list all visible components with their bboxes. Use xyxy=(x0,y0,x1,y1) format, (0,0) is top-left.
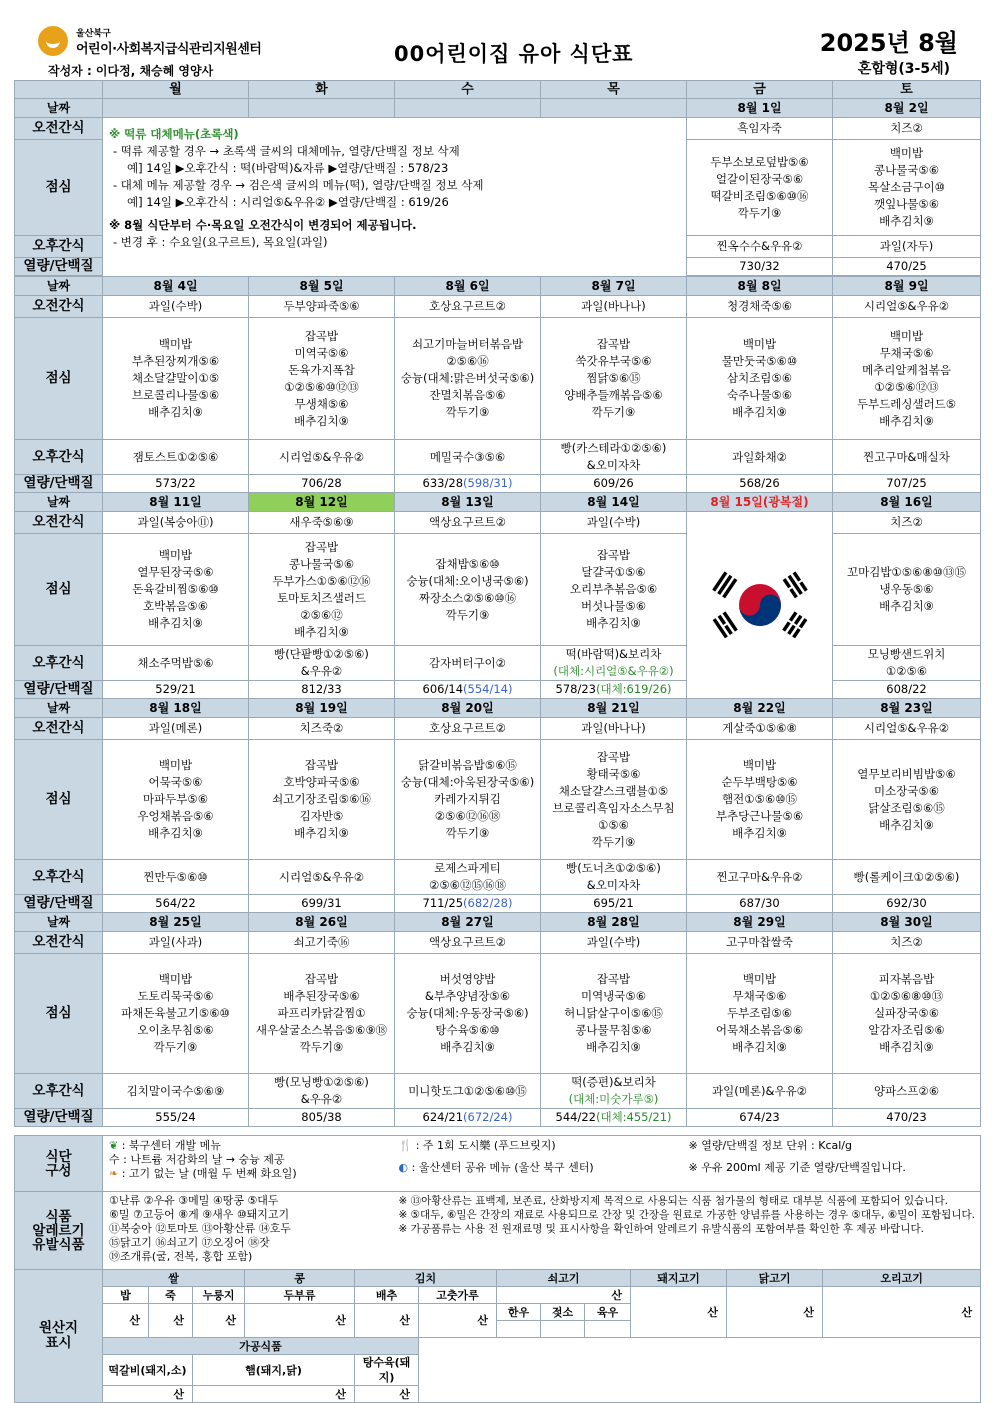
day-wed: 수 xyxy=(395,81,541,99)
date-cell: 8월 1일 xyxy=(687,99,833,118)
morning-snack: 과일(바나나) xyxy=(541,718,687,740)
lunch-menu: 백미밥 열무된장국⑤⑥ 돈육갈비찜⑤⑥⑩ 호박볶음⑤⑥ 배추김치⑨ xyxy=(103,534,249,646)
lunch-menu: 닭갈비볶음밥⑤⑥⑮ 숭늉(대체:아욱된장국⑤⑥) 카레가지튀김 ②⑤⑥⑫⑯⑱ 깍두기⑨ xyxy=(395,740,541,860)
row-label-date: 날짜 xyxy=(15,493,103,512)
lunch-menu: 백미밥 어묵국⑤⑥ 마파두부⑤⑥ 우엉채볶음⑤⑥ 배추김치⑨ xyxy=(103,740,249,860)
morning-snack: 새우죽⑤⑥⑨ xyxy=(249,512,395,534)
lunch-menu: 잡곡밥 콩나물국⑤⑥ 두부가스①⑤⑥⑫⑯ 토마토치즈샐러드 ②⑤⑥⑫ 배추김치⑨ xyxy=(249,534,395,646)
afternoon-snack: 시리얼⑤&우유② xyxy=(249,440,395,475)
morning-snack: 과일(수박) xyxy=(541,932,687,954)
energy-main: 624/21 xyxy=(422,1110,464,1124)
row-label-energy: 열량/단백질 xyxy=(15,681,103,699)
energy-value: 470/23 xyxy=(833,1109,981,1127)
row-label-afternoon: 오후간식 xyxy=(15,440,103,475)
date-cell: 8월 27일 xyxy=(395,913,541,932)
date-cell: 8월 16일 xyxy=(833,493,981,512)
energy-alt: (대체:455/21) xyxy=(595,1110,672,1124)
afternoon-snack: 찐고구마&우유② xyxy=(687,860,833,895)
morning-snack: 치즈② xyxy=(833,118,981,140)
energy-value: 805/38 xyxy=(249,1109,395,1127)
morning-snack: 액상요구르트② xyxy=(395,512,541,534)
date-cell: 8월 21일 xyxy=(541,699,687,718)
date-cell: 8월 22일 xyxy=(687,699,833,718)
row-label-morning: 오전간식 xyxy=(15,512,103,534)
snack-alt: (대체:시리얼⑤&우유②) xyxy=(553,664,674,678)
energy-value xyxy=(541,1109,687,1127)
date-cell: 8월 29일 xyxy=(687,913,833,932)
energy-value xyxy=(395,895,541,913)
energy-value: 674/23 xyxy=(687,1109,833,1127)
processed-item: 햄(돼지,닭) xyxy=(193,1355,355,1386)
energy-value: 470/25 xyxy=(833,258,981,276)
energy-alt: (682/28) xyxy=(463,896,513,910)
morning-snack: 고구마찹쌀죽 xyxy=(687,932,833,954)
processed-item: 떡갈비(돼지,소) xyxy=(103,1355,193,1386)
utensils-icon: 🍴 xyxy=(398,1139,413,1152)
morning-snack: 시리얼⑤&우유② xyxy=(833,718,981,740)
lunch-menu: 잡곡밥 미역냉국⑤⑥ 허니닭살구이⑤⑥⑮ 콩나물무침⑤⑥ 배추김치⑨ xyxy=(541,954,687,1074)
lunch-menu: 잡곡밥 달걀국①⑤⑥ 오리부추볶음⑤⑥ 버섯나물⑤⑥ 배추김치⑨ xyxy=(541,534,687,646)
legend-table xyxy=(14,1135,981,1270)
center-logo-icon xyxy=(38,26,68,56)
energy-main: 711/25 xyxy=(422,896,464,910)
row-label-afternoon: 오후간식 xyxy=(15,1074,103,1109)
legend-label: 식단 구성 xyxy=(15,1136,103,1192)
energy-value: 564/22 xyxy=(103,895,249,913)
legend-item: ※ 열량/단백질 정보 단위 : Kcal/g xyxy=(688,1139,852,1152)
morning-snack: 치즈죽② xyxy=(249,718,395,740)
lunch-menu: 열무보리비빔밥⑤⑥ 미소장국⑤⑥ 닭살조림⑤⑥⑮ 배추김치⑨ xyxy=(833,740,981,860)
notice-line: 예] 14일 ▶오후간식 : 떡(바람떡)&자류 ▶열량/단백질 : 578/23 xyxy=(127,161,449,175)
morning-snack: 쇠고기죽⑯ xyxy=(249,932,395,954)
morning-snack: 과일(메론) xyxy=(103,718,249,740)
morning-snack: 액상요구르트② xyxy=(395,932,541,954)
origin-label: 원산지 표시 xyxy=(15,1270,103,1403)
date-cell: 8월 30일 xyxy=(833,913,981,932)
row-label-lunch: 점심 xyxy=(15,740,103,860)
row-label-date: 날짜 xyxy=(15,277,103,296)
date-cell: 8월 8일 xyxy=(687,277,833,296)
energy-value: 608/22 xyxy=(833,681,981,699)
row-label-energy: 열량/단백질 xyxy=(15,1109,103,1127)
morning-snack: 과일(바나나) xyxy=(541,296,687,318)
row-label-morning: 오전간식 xyxy=(15,296,103,318)
row-label-morning: 오전간식 xyxy=(15,932,103,954)
energy-alt: (672/24) xyxy=(463,1110,513,1124)
afternoon-snack xyxy=(541,646,687,681)
notice-line: 예] 14일 ▶오후간식 : 시리얼⑤&우유② ▶열량/단백질 : 619/26 xyxy=(127,195,449,209)
afternoon-snack: 모닝빵샌드위치 ①②⑤⑥ xyxy=(833,646,981,681)
row-label-lunch: 점심 xyxy=(15,318,103,440)
lunch-menu: 피자볶음밥 ①②⑤⑥⑧⑩⑬ 실파장국⑤⑥ 알감자조림⑤⑥ 배추김치⑨ xyxy=(833,954,981,1074)
energy-value: 568/26 xyxy=(687,475,833,493)
afternoon-snack: 채소주먹밥⑤⑥ xyxy=(103,646,249,681)
date-cell: 8월 25일 xyxy=(103,913,249,932)
holiday-flag xyxy=(687,512,833,699)
morning-snack: 호상요구르트② xyxy=(395,296,541,318)
lunch-menu: 잡곡밥 미역국⑤⑥ 돈육가지폭찹 ①②⑤⑥⑩⑫⑬ 무생채⑤⑥ 배추김치⑨ xyxy=(249,318,395,440)
energy-value xyxy=(395,475,541,493)
date-cell: 8월 28일 xyxy=(541,913,687,932)
lunch-menu: 꼬마김밥①⑤⑥⑧⑩⑬⑮ 냉우동⑤⑥ 배추김치⑨ xyxy=(833,534,981,646)
date-cell: 8월 4일 xyxy=(103,277,249,296)
day-mon: 월 xyxy=(103,81,249,99)
leaf-icon: ❧ xyxy=(109,1167,119,1180)
snack-alt: (대체:미숫가루⑤) xyxy=(568,1092,659,1106)
legend-item: ❧ : 고기 없는 날 (매월 두 번째 화요일) xyxy=(109,1167,297,1180)
morning-snack: 과일(수박) xyxy=(103,296,249,318)
notice-line: - 떡류 제공할 경우 → 초록색 글씨의 대체메뉴, 열량/단백질 정보 삭제 xyxy=(113,144,460,158)
notice-line: ※ 8월 식단부터 수·목요일 오전간식이 변경되어 제공됩니다. xyxy=(109,218,417,232)
afternoon-snack: 찐옥수수&우유② xyxy=(687,236,833,258)
afternoon-snack: 과일(메론)&우유② xyxy=(687,1074,833,1109)
date-cell: 8월 11일 xyxy=(103,493,249,512)
afternoon-snack: 빵(롤케이크①②⑤⑥) xyxy=(833,860,981,895)
allergy-label: 식품 알레르기 유발식품 xyxy=(15,1192,103,1270)
energy-alt: (598/31) xyxy=(463,476,513,490)
afternoon-snack: 잼토스트①②⑤⑥ xyxy=(103,440,249,475)
date-cell: 8월 20일 xyxy=(395,699,541,718)
afternoon-snack: 찐만두⑤⑥⑩ xyxy=(103,860,249,895)
date-cell: 8월 13일 xyxy=(395,493,541,512)
ulsan-logo-icon: ◐ xyxy=(398,1161,409,1174)
lunch-menu: 백미밥 무채국⑤⑥ 두부조림⑤⑥ 어묵채소볶음⑤⑥ 배추김치⑨ xyxy=(687,954,833,1074)
morning-snack: 치즈② xyxy=(833,932,981,954)
afternoon-snack: 찐고구마&매실차 xyxy=(833,440,981,475)
origin-kimchi: 김치 xyxy=(355,1270,497,1287)
morning-snack: 시리얼⑤&우유② xyxy=(833,296,981,318)
lunch-menu: 두부소보로덮밥⑤⑥ 얼갈이된장국⑤⑥ 떡갈비조림⑤⑥⑩⑯ 깍두기⑨ xyxy=(687,140,833,236)
energy-value xyxy=(395,1109,541,1127)
org-region: 울산북구 xyxy=(76,29,111,39)
allergy-list: ①난류 ②우유 ③메밀 ④땅콩 ⑤대두 ⑥밀 ⑦고등어 ⑧게 ⑨새우 ⑩돼지고기 ⑪복숭아 ⑫토마토 ⑬아황산류 ⑭호두 ⑮닭고기 ⑯쇠고기 ⑰오징어 ⑱잣 ⑲조개류(굴, 전복, 홍합 포함) xyxy=(103,1192,393,1270)
afternoon-snack: 빵(단팥빵①②⑤⑥) &우유② xyxy=(249,646,395,681)
energy-value: 699/31 xyxy=(249,895,395,913)
date-cell: 8월 19일 xyxy=(249,699,395,718)
taegukgi-icon xyxy=(697,563,823,647)
energy-value xyxy=(541,681,687,699)
date-cell: 8월 9일 xyxy=(833,277,981,296)
morning-snack: 호상요구르트② xyxy=(395,718,541,740)
energy-alt: (554/14) xyxy=(463,682,513,696)
row-label-lunch: 점심 xyxy=(15,534,103,646)
row-label-afternoon: 오후간식 xyxy=(15,860,103,895)
afternoon-snack: 빵(도너츠①②⑤⑥) &오미자차 xyxy=(541,860,687,895)
day-tue: 화 xyxy=(249,81,395,99)
morning-snack: 청경채죽⑤⑥ xyxy=(687,296,833,318)
processed-item: 탕수육(돼지) xyxy=(355,1355,419,1386)
page-title: 00어린이집 유아 식단표 xyxy=(394,42,634,66)
lunch-menu: 백미밥 순두부백탕⑤⑥ 햄전①⑤⑥⑩⑮ 부추당근나물⑤⑥ 배추김치⑨ xyxy=(687,740,833,860)
row-label-date: 날짜 xyxy=(15,99,103,118)
lunch-menu: 백미밥 도토리묵국⑤⑥ 파채돈육불고기⑤⑥⑩ 오이초무침⑤⑥ 깍두기⑨ xyxy=(103,954,249,1074)
energy-value: 706/28 xyxy=(249,475,395,493)
energy-main: 544/22 xyxy=(555,1110,596,1124)
lunch-menu: 백미밥 부추된장찌개⑤⑥ 채소달걀말이①⑤ 브로콜리나물⑤⑥ 배추김치⑨ xyxy=(103,318,249,440)
legend-item: 🍴 : 주 1회 도시樂 (푸드브릿지) xyxy=(398,1139,556,1152)
energy-value: 812/33 xyxy=(249,681,395,699)
energy-main: 606/14 xyxy=(422,682,464,696)
energy-alt: (대체:619/26) xyxy=(595,682,672,696)
row-label-lunch: 점심 xyxy=(15,140,103,236)
origin-rice: 쌀 xyxy=(103,1270,245,1287)
age-group: 혼합형(3-5세) xyxy=(857,61,950,77)
sprout-icon: ❦ xyxy=(109,1139,119,1152)
day-sat: 토 xyxy=(833,81,981,99)
lunch-menu: 백미밥 무채국⑤⑥ 메추리알케첩볶음 ①②⑤⑥⑫⑬ 두부드레싱샐러드⑤ 배추김치⑨ xyxy=(833,318,981,440)
afternoon-snack: 감자버터구이② xyxy=(395,646,541,681)
origin-bean: 콩 xyxy=(245,1270,355,1287)
date-cell: 8월 6일 xyxy=(395,277,541,296)
date-cell-meatless: 8월 12일 xyxy=(249,493,395,512)
energy-value: 730/32 xyxy=(687,258,833,276)
lunch-menu: 잡채밥⑤⑥⑩ 숭늉(대체:오이냉국⑤⑥) 짜장소스②⑤⑥⑩⑯ 깍두기⑨ xyxy=(395,534,541,646)
energy-value: 573/22 xyxy=(103,475,249,493)
org-name: 어린이·사회복지급식관리지원센터 xyxy=(76,42,262,57)
energy-value: 529/21 xyxy=(103,681,249,699)
row-label-energy: 열량/단백질 xyxy=(15,895,103,913)
legend-item: ◐ : 울산센터 공유 메뉴 (울산 북구 센터) xyxy=(398,1161,594,1174)
origin-pork: 돼지고기 xyxy=(631,1270,727,1287)
snack-main: 떡(바람떡)&보리차 xyxy=(565,647,662,661)
year-month: 2025년 8월 xyxy=(819,29,958,57)
origin-beef: 쇠고기 xyxy=(497,1270,631,1287)
morning-snack: 과일(수박) xyxy=(541,512,687,534)
date-cell: 8월 18일 xyxy=(103,699,249,718)
afternoon-snack: 과일(자두) xyxy=(833,236,981,258)
date-cell-holiday: 8월 15일(광복절) xyxy=(687,493,833,512)
afternoon-snack: 빵(카스테라①②⑤⑥) &오미자차 xyxy=(541,440,687,475)
lunch-menu: 버섯영양밥 &부추양념장⑤⑥ 숭늉(대체:우동장국⑤⑥) 탕수육⑤⑥⑩ 배추김치⑨ xyxy=(395,954,541,1074)
lunch-menu: 잡곡밥 쑥갓유부국⑤⑥ 찜닭⑤⑥⑮ 양배추들깨볶음⑤⑥ 깍두기⑨ xyxy=(541,318,687,440)
row-label-afternoon: 오후간식 xyxy=(15,236,103,258)
date-cell: 8월 23일 xyxy=(833,699,981,718)
afternoon-snack: 로제스파게티 ②⑤⑥⑫⑮⑯⑱ xyxy=(395,860,541,895)
legend-item: ❦ : 북구센터 개발 메뉴 xyxy=(109,1139,221,1152)
allergy-note: ※ ⑬아황산류는 표백제, 보존료, 산화방지제 목적으로 사용되는 식품 첨가물의 형태로 대부분 식품에 포함되어 있습니다. xyxy=(398,1195,948,1207)
afternoon-snack: 미니핫도그①②⑤⑥⑩⑮ xyxy=(395,1074,541,1109)
legend-item: 수 : 나트륨 저감화의 날 → 숭늉 제공 xyxy=(109,1153,285,1166)
day-thu: 목 xyxy=(541,81,687,99)
author: 작성자 : 이다정, 채승혜 영양사 xyxy=(48,64,214,78)
row-label-date: 날짜 xyxy=(15,699,103,718)
energy-value: 692/30 xyxy=(833,895,981,913)
energy-value: 695/21 xyxy=(541,895,687,913)
afternoon-snack: 과일화채② xyxy=(687,440,833,475)
page-header xyxy=(14,20,980,80)
row-label-energy: 열량/단백질 xyxy=(15,475,103,493)
legend-item: ※ 우유 200ml 제공 기준 열량/단백질입니다. xyxy=(688,1161,906,1174)
origin-chicken: 닭고기 xyxy=(727,1270,823,1287)
afternoon-snack: 김치말이국수⑤⑥⑨ xyxy=(103,1074,249,1109)
morning-snack: 두부양파죽⑤⑥ xyxy=(249,296,395,318)
lunch-menu: 백미밥 물만둣국⑤⑥⑩ 삼치조림⑤⑥ 숙주나물⑤⑥ 배추김치⑨ xyxy=(687,318,833,440)
energy-value: 687/30 xyxy=(687,895,833,913)
energy-main: 633/28 xyxy=(422,476,464,490)
row-label-morning: 오전간식 xyxy=(15,118,103,140)
notice-line: - 대체 메뉴 제공할 경우 → 검은색 글씨의 메뉴(떡), 열량/단백질 정보 삭제 xyxy=(113,178,484,192)
row-label-lunch: 점심 xyxy=(15,954,103,1074)
date-cell: 8월 7일 xyxy=(541,277,687,296)
morning-snack: 게살죽①⑤⑥⑧ xyxy=(687,718,833,740)
allergy-note: ※ ⑤대두, ⑥밀은 간장의 재료로 사용되므로 간장 및 간장을 원료로 가공한 양념류를 사용하는 경우 ⑤대두, ⑥밀이 포함됩니다. xyxy=(398,1209,975,1221)
row-label-morning: 오전간식 xyxy=(15,718,103,740)
lunch-menu: 잡곡밥 배추된장국⑤⑥ 파프리카닭갈찜① 새우살굴소스볶음⑤⑥⑨⑱ 깍두기⑨ xyxy=(249,954,395,1074)
row-label-date: 날짜 xyxy=(15,913,103,932)
energy-value: 707/25 xyxy=(833,475,981,493)
morning-snack: 과일(사과) xyxy=(103,932,249,954)
afternoon-snack: 메밀국수③⑤⑥ xyxy=(395,440,541,475)
allergy-note: ※ 가공품류는 사용 전 원재료명 및 표시사항을 확인하여 알레르기 유발식품의 포함여부를 확인한 후 제공 바랍니다. xyxy=(398,1223,924,1235)
energy-value: 609/26 xyxy=(541,475,687,493)
notice-title: ※ 떡류 대체메뉴(초록색) xyxy=(109,127,239,141)
processed-food-header: 가공식품 xyxy=(103,1338,419,1355)
row-label-afternoon: 오후간식 xyxy=(15,646,103,681)
afternoon-snack xyxy=(541,1074,687,1109)
lunch-menu: 잡곡밥 호박양파국⑤⑥ 쇠고기장조림⑤⑥⑯ 김자반⑤ 배추김치⑨ xyxy=(249,740,395,860)
afternoon-snack: 빵(모닝빵①②⑤⑥) &우유② xyxy=(249,1074,395,1109)
lunch-menu: 쇠고기마늘버터볶음밥 ②⑤⑥⑯ 숭늉(대체:맑은버섯국⑤⑥) 잔멸치볶음⑤⑥ 깍두기⑨ xyxy=(395,318,541,440)
row-label-energy: 열량/단백질 xyxy=(15,258,103,276)
date-cell: 8월 26일 xyxy=(249,913,395,932)
morning-snack: 치즈② xyxy=(833,512,981,534)
date-cell: 8월 2일 xyxy=(833,99,981,118)
lunch-menu: 잡곡밥 황태국⑤⑥ 채소달걀스크램블①⑤ 브로콜리흑임자소스무침 ①⑤⑥ 깍두기⑨ xyxy=(541,740,687,860)
afternoon-snack: 양파스프②⑥ xyxy=(833,1074,981,1109)
notice-line: - 변경 후 : 수요일(요구르트), 목요일(과일) xyxy=(113,235,328,249)
lunch-menu: 백미밥 콩나물국⑤⑥ 목살소금구이⑩ 깻잎나물⑤⑥ 배추김치⑨ xyxy=(833,140,981,236)
morning-snack: 흑임자죽 xyxy=(687,118,833,140)
date-cell: 8월 14일 xyxy=(541,493,687,512)
date-cell: 8월 5일 xyxy=(249,277,395,296)
menu-table xyxy=(14,80,981,1127)
origin-table: 원산지 표시 쌀 콩 김치 쇠고기 돼지고기 닭고기 오리고기 밥 죽 누룽지 두부류 배추 고춧가루 산 산 산 산 산 산 산 산 산 산 한우 젖소 육우 가공식품 떡갈비(돼지,소) 햄(돼지,닭) 탕수육(돼지) 산 산 산 xyxy=(14,1269,981,1403)
energy-main: 578/23 xyxy=(555,682,596,696)
snack-main: 떡(증편)&보리차 xyxy=(571,1075,656,1089)
notice-box xyxy=(103,118,687,277)
day-fri: 금 xyxy=(687,81,833,99)
energy-value: 555/24 xyxy=(103,1109,249,1127)
afternoon-snack: 시리얼⑤&우유② xyxy=(249,860,395,895)
energy-value xyxy=(395,681,541,699)
origin-duck: 오리고기 xyxy=(823,1270,981,1287)
morning-snack: 과일(복숭아⑪) xyxy=(103,512,249,534)
